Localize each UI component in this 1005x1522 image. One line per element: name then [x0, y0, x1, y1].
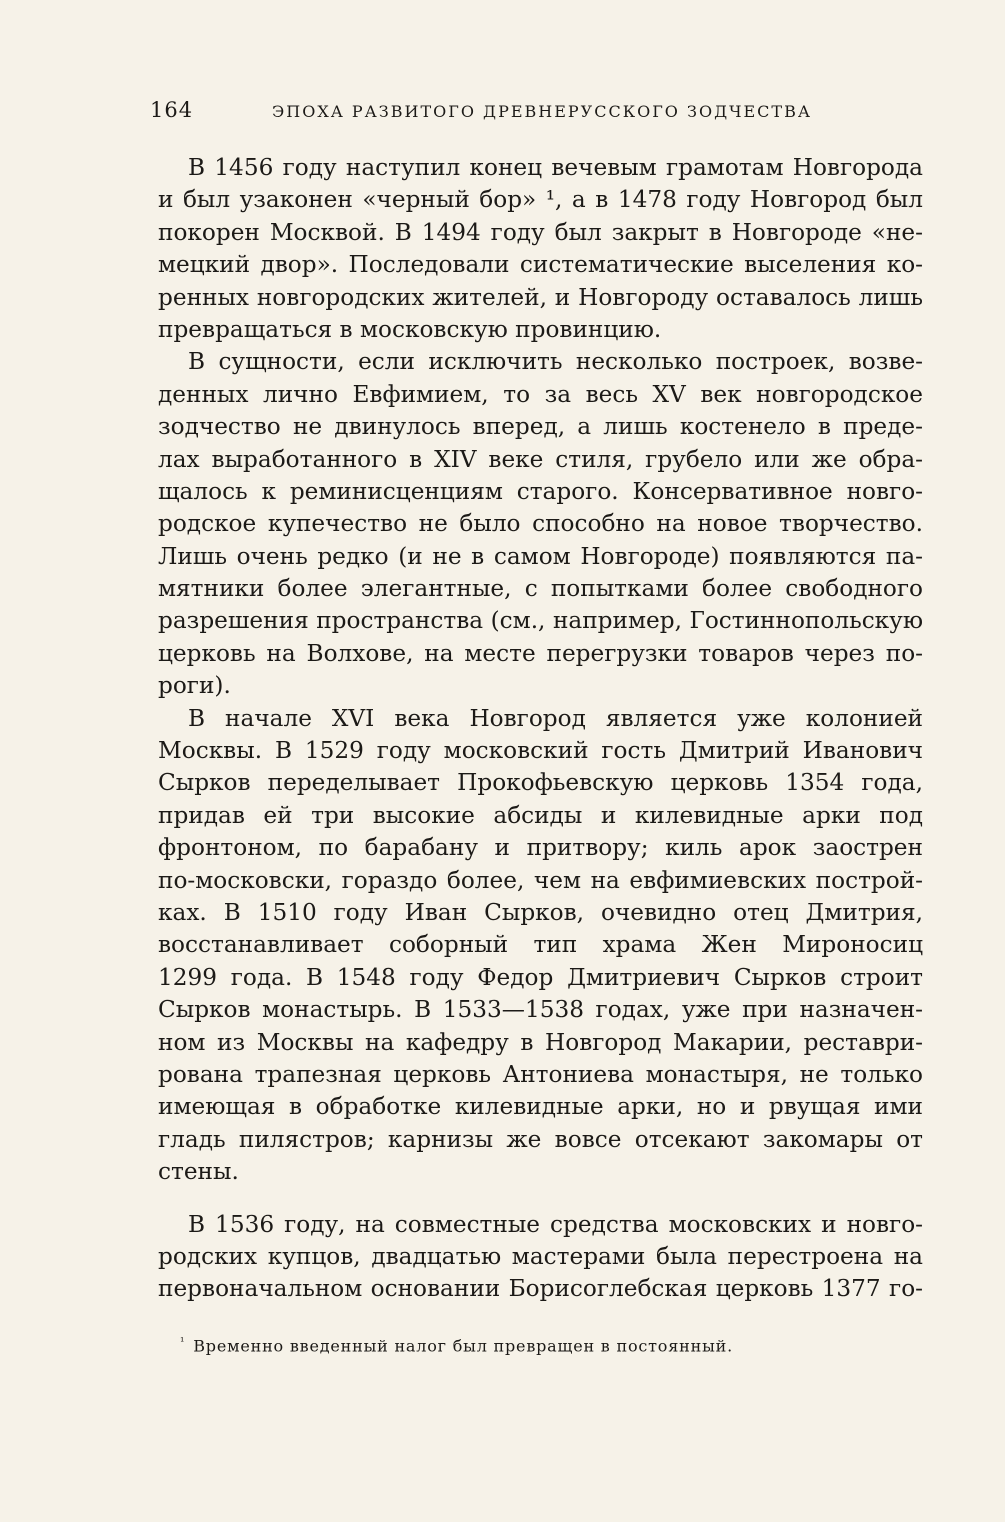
footnote-text: Временно введенный налог был превращен в постоянный. — [193, 1336, 733, 1356]
text-line: по-московски, гораздо более, чем на евфимиевских построй- — [158, 866, 923, 894]
paragraph — [158, 1209, 923, 1306]
text-line: и был узаконен «черный бор» ¹, а в 1478 году Новгород был — [158, 186, 923, 214]
text-line: ном из Москвы на кафедру в Новгород Макарии, реставри- — [158, 1028, 923, 1056]
text-line: стены. — [158, 1158, 239, 1186]
text-line: Москвы. В 1529 году московский гость Дмитрий Иванович — [158, 737, 923, 765]
text-line: лах выработанного в XIV веке стиля, грубело или же обра- — [158, 445, 923, 473]
text-line: Сырков переделывает Прокофьевскую церковь 1354 года, — [158, 769, 923, 797]
text-line: ках. В 1510 году Иван Сырков, очевидно отец Дмитрия, — [158, 898, 923, 926]
text-line: В начале XVI века Новгород является уже колонией — [188, 704, 923, 732]
text-line: разрешения пространства (см., например, Гостиннопольскую — [158, 607, 923, 635]
text-line: зодчество не двинулось вперед, а лишь костенело в преде- — [158, 413, 923, 441]
text-line: В 1456 году наступил конец вечевым грамотам Новгорода — [188, 154, 923, 181]
running-title: ЭПОХА РАЗВИТОГО ДРЕВНЕРУССКОГО ЗОДЧЕСТВА — [272, 102, 812, 121]
text-line: имеющая в обработке килевидные арки, но и рвущая ими — [158, 1093, 923, 1121]
text-line: 1299 года. В 1548 году Федор Дмитриевич Сырков строит — [158, 963, 923, 991]
text-line: мецкий двор». Последовали систематические выселения ко- — [158, 251, 923, 279]
text-line: придав ей три высокие абсиды и килевидные арки под — [158, 801, 923, 829]
text-line: родское купечество не было способно на новое творчество. — [158, 510, 923, 538]
page-header — [150, 98, 925, 132]
text-line: родских купцов, двадцатью мастерами была перестроена на — [158, 1242, 923, 1270]
text-line: первоначальном основании Борисоглебская церковь 1377 го- — [158, 1275, 923, 1303]
text-line: мятники более элегантные, с попытками более свободного — [158, 575, 923, 603]
text-line: В 1536 году, на совместные средства московских и новго- — [188, 1210, 923, 1238]
paragraph — [158, 152, 923, 346]
text-line: фронтоном, по барабану и притвору; киль арок заострен — [158, 834, 923, 862]
paragraph-spacer — [158, 1189, 923, 1209]
text-line: щалось к реминисценциям старого. Консервативное новго- — [158, 477, 923, 505]
text-line: В сущности, если исключить несколько построек, возве- — [188, 348, 923, 376]
page-number: 164 — [150, 98, 194, 122]
footnote-marker: ¹ — [180, 1335, 186, 1348]
text-line: ренных новгородских жителей, и Новгороду оставалось лишь — [158, 283, 923, 311]
text-line: церковь на Волхове, на месте перегрузки товаров через по- — [158, 639, 923, 667]
text-line: Лишь очень редко (и не в самом Новгороде) появляются па- — [158, 542, 923, 570]
text-line: денных лично Евфимием, то за весь XV век новгородское — [158, 380, 923, 408]
text-line: покорен Москвой. В 1494 году был закрыт в Новгороде «не- — [158, 218, 923, 246]
text-line: восстанавливает соборный тип храма Жен Мироносиц — [158, 931, 923, 959]
text-line: Сырков монастырь. В 1533—1538 годах, уже при назначен- — [158, 996, 923, 1024]
text-line: превращаться в московскую провинцию. — [158, 315, 662, 343]
paragraph — [158, 346, 923, 702]
text-line: роги). — [158, 672, 231, 700]
footnote — [180, 1335, 733, 1355]
text-line: гладь пилястров; карнизы же вовсе отсекают закомары от — [158, 1125, 923, 1153]
text-line: рована трапезная церковь Антониева монастыря, не только — [158, 1060, 923, 1088]
paragraph — [158, 703, 923, 1189]
main-text — [158, 152, 923, 1306]
